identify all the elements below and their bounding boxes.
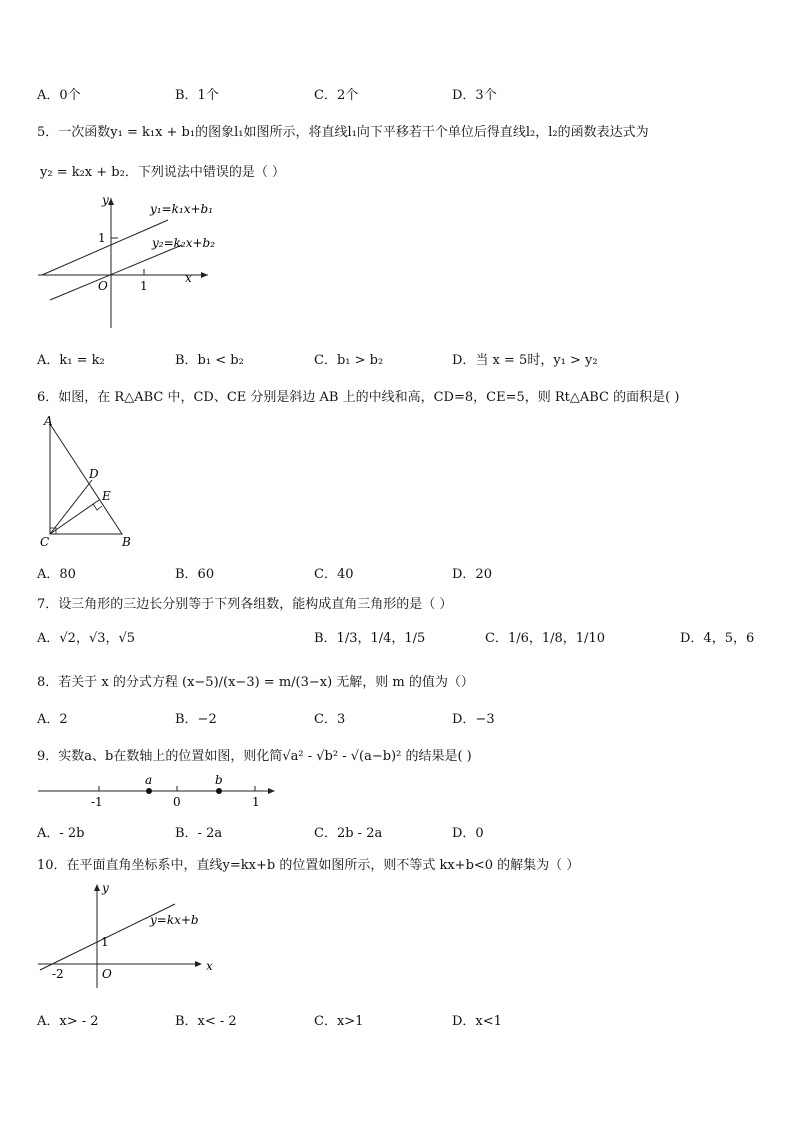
q6-point-e: E [102, 489, 111, 503]
q5-graph [30, 190, 240, 335]
q5-option-b: B．b₁ < b₂ [175, 353, 244, 368]
q4-option-c: C．2个 [314, 88, 359, 103]
q9-option-b: B．- 2a [175, 826, 223, 841]
q6-option-c: C．40 [314, 567, 354, 582]
q9-option-a: A．- 2b [37, 826, 85, 841]
q5-origin-label: O [98, 279, 108, 293]
q5-option-d: D．当 x = 5时，y₁ > y₂ [452, 353, 598, 368]
q6-vertex-b: B [122, 535, 131, 549]
q9-option-d: D．0 [452, 826, 484, 841]
q6-option-d: D．20 [452, 567, 492, 582]
q6-point-d: D [89, 467, 99, 481]
q9-tick-0: 0 [173, 795, 181, 809]
q10-graph [30, 878, 230, 993]
q10-stem: 10．在平面直角坐标系中，直线y=kx+b 的位置如图所示，则不等式 kx+b<0 的解集为（ ） [37, 858, 580, 873]
q9-number-line [35, 773, 280, 813]
q8-stem: 8．若关于 x 的分式方程 (x−5)/(x−3) = m/(3−x) 无解，则 m 的值为（） [37, 675, 474, 690]
q9-tick-minus1: -1 [91, 795, 103, 809]
q10-option-a: A．x> - 2 [37, 1014, 99, 1029]
q8-option-d: D．−3 [452, 712, 495, 727]
q10-y-intercept-label: 1 [101, 935, 109, 949]
q4-option-a: A．0个 [37, 88, 81, 103]
q10-option-b: B．x< - 2 [175, 1014, 237, 1029]
q5-y-axis-label: y [102, 193, 109, 207]
q10-origin-label: O [102, 967, 112, 981]
q6-triangle-figure [35, 412, 145, 552]
q5-line1-label: y₁=k₁x+b₁ [150, 202, 214, 216]
q6-vertex-c: C [40, 535, 50, 549]
q6-option-a: A．80 [37, 567, 76, 582]
q5-option-a: A．k₁ = k₂ [37, 353, 105, 368]
q7-option-c: C．1/6，1/8，1/10 [485, 631, 605, 646]
q5-stem-line2: y₂ = k₂x + b₂．下列说法中错误的是（ ） [40, 165, 285, 180]
q5-y-tick-label: 1 [98, 231, 106, 245]
q9-point-b: b [215, 773, 223, 787]
q6-option-b: B．60 [175, 567, 215, 582]
q8-option-c: C．3 [314, 712, 346, 727]
q10-line-label: y=kx+b [150, 913, 199, 927]
q6-stem: 6．如图，在 R△ABC 中，CD、CE 分别是斜边 AB 上的中线和高，CD=8，CE=5，则 Rt△ABC 的面积是( ) [37, 390, 680, 405]
q5-x-axis-label: x [185, 271, 192, 285]
q10-x-axis-label: x [206, 959, 213, 973]
q7-option-a: A．√2，√3，√5 [37, 631, 136, 646]
q4-option-b: B．1个 [175, 88, 219, 103]
q9-point-a: a [145, 773, 153, 787]
q7-option-b: B．1/3，1/4，1/5 [314, 631, 426, 646]
q5-option-c: C．b₁ > b₂ [314, 353, 384, 368]
q6-vertex-a: A [44, 414, 53, 428]
q5-x-tick-label: 1 [140, 279, 148, 293]
q5-stem-line1: 5．一次函数y₁ = k₁x + b₁的图象l₁如图所示，将直线l₁向下平移若干个单位后得直线l₂，l₂的函数表达式为 [37, 125, 649, 140]
q8-option-a: A．2 [37, 712, 68, 727]
q9-option-c: C．2b - 2a [314, 826, 383, 841]
q4-option-d: D．3个 [452, 88, 497, 103]
q10-y-axis-label: y [102, 881, 109, 895]
q9-stem: 9．实数a、b在数轴上的位置如图，则化简√a² - √b² - √(a−b)² 的结果是( ) [37, 749, 472, 764]
q5-line2-label: y₂=k₂x+b₂ [152, 236, 216, 250]
q7-stem: 7．设三角形的三边长分别等于下列各组数，能构成直角三角形的是（ ） [37, 597, 453, 612]
q9-tick-1: 1 [252, 795, 260, 809]
q7-option-d: D．4，5，6 [680, 631, 755, 646]
q8-option-b: B．−2 [175, 712, 217, 727]
q10-option-c: C．x>1 [314, 1014, 364, 1029]
q10-option-d: D．x<1 [452, 1014, 502, 1029]
q10-x-intercept-label: -2 [52, 967, 64, 981]
